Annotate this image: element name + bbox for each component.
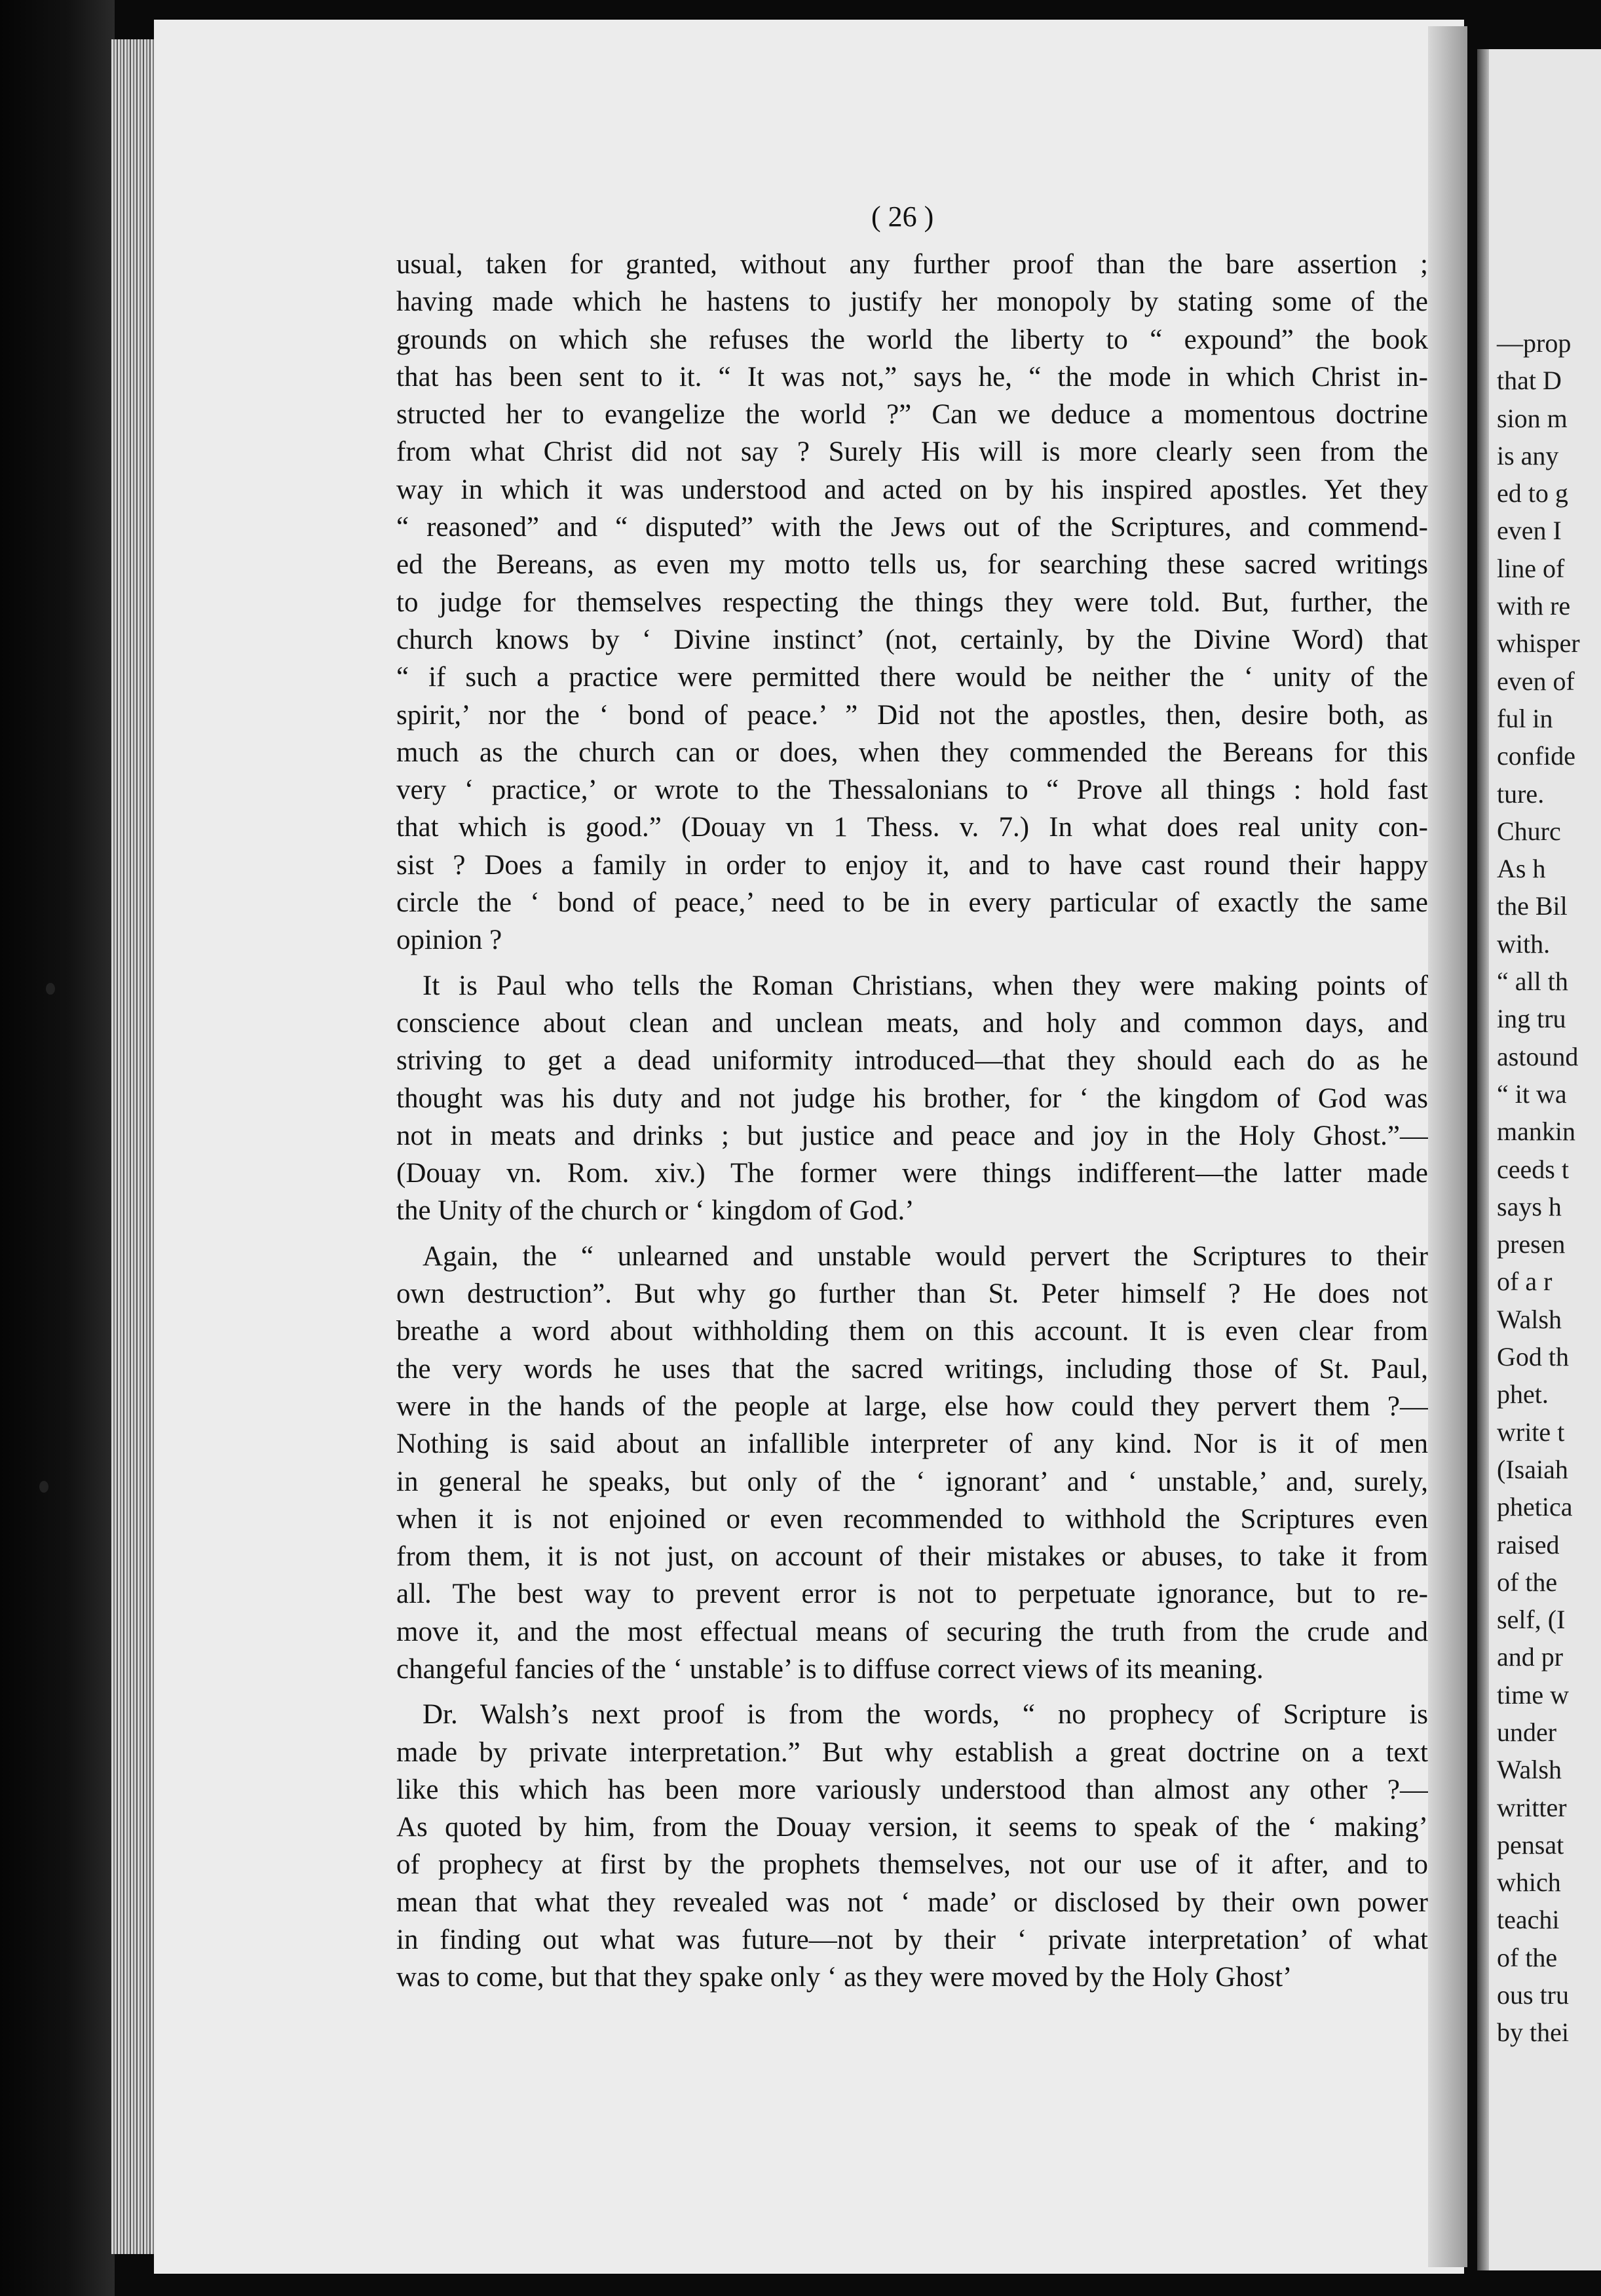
text-line: all. The best way to prevent error is not to perpetuate ignorance, but to re- [396,1578,1428,1610]
adjacent-text-line: confide [1497,741,1575,771]
page-number: ( 26 ) [871,201,934,233]
adjacent-text-line: ous tru [1497,1980,1569,2010]
adjacent-page-text [1497,324,1580,2052]
adjacent-text-line: which [1497,1867,1561,1898]
adjacent-text-line: As h [1497,854,1546,884]
adjacent-text-line: ture. [1497,778,1545,809]
adjacent-text-line: whisper [1497,628,1580,659]
adjacent-text-line: time w [1497,1679,1569,1710]
adjacent-text-line: line of [1497,553,1565,583]
adjacent-text-line: Churc [1497,816,1561,846]
adjacent-text-line: phet. [1497,1379,1549,1409]
adjacent-page [1477,49,1601,2270]
adjacent-text-line: self, (I [1497,1605,1566,1635]
margin-speck [46,983,55,995]
adjacent-text-line: (Isaiah [1497,1454,1568,1484]
page-edges [111,39,157,2254]
text-line: spirit,’ nor the ‘ bond of peace.’ ” Did not the apostles, then, desire both, as [396,699,1428,731]
text-line: conscience about clean and unclean meats, and holy and common days, and [396,1007,1428,1039]
text-line: mean that what they revealed was not ‘ made’ or disclosed by their own power [396,1886,1428,1918]
text-line: when it is not enjoined or even recommended to withhold the Scriptures even [396,1503,1428,1535]
adjacent-text-line: by thei [1497,2018,1569,2048]
adjacent-text-line: of the [1497,1942,1558,1972]
adjacent-text-line: phetica [1497,1492,1573,1522]
margin-speck [39,1481,48,1493]
text-line: move it, and the most effectual means of securing the truth from the crude and [396,1616,1428,1647]
adjacent-text-line: presen [1497,1229,1566,1259]
book-binding [0,0,115,2296]
adjacent-text-line: even of [1497,666,1575,696]
adjacent-text-line: ful in [1497,703,1553,733]
adjacent-text-line: is any [1497,440,1559,470]
adjacent-text-line: ing tru [1497,1004,1566,1034]
adjacent-text-line: —prop [1497,328,1572,358]
adjacent-text-line: even I [1497,516,1562,546]
text-line: As quoted by him, from the Douay version, it seems to speak of the ‘ making’ [396,1812,1428,1843]
text-line: Nothing is said about an infallible interpreter of any kind. Nor is it of men [396,1428,1428,1460]
adjacent-text-line: “ it wa [1497,1079,1567,1109]
text-line: of prophecy at first by the prophets themselves, not our use of it after, and to [396,1849,1428,1881]
text-line: that which is good.” (Douay vn 1 Thess. v. 7.) In what does real unity con- [396,812,1428,843]
text-line: own destruction”. But why go further than St. Peter himself ? He does not [396,1278,1428,1310]
adjacent-text-line: writter [1497,1792,1567,1822]
text-line: ed the Bereans, as even my motto tells us, for searching these sacred writings [396,549,1428,581]
text-line: to judge for themselves respecting the things they were told. But, further, the [396,586,1428,618]
text-line: Dr. Walsh’s next proof is from the words, “ no prophecy of Scripture is [423,1699,1428,1731]
adjacent-text-line: mankin [1497,1117,1575,1147]
adjacent-text-line: pensat [1497,1829,1564,1860]
text-line: changeful fancies of the ‘ unstable’ is to diffuse correct views of its meaning. [396,1653,1264,1685]
text-line: in general he speaks, but only of the ‘ ignorant’ and ‘ unstable,’ and, surely, [396,1466,1428,1497]
text-line: opinion ? [396,925,502,956]
text-line: structed her to evangelize the world ?” Can we deduce a momentous doctrine [396,399,1428,430]
text-line: that has been sent to it. “ It was not,” says he, “ the mode in which Christ in- [396,361,1428,392]
text-line: sist ? Does a family in order to enjoy it, and to have cast round their happy [396,849,1428,881]
text-line: having made which he hastens to justify her monopoly by stating some of the [396,286,1428,318]
adjacent-text-line: raised [1497,1529,1560,1559]
text-line: the very words he uses that the sacred writings, including those of St. Paul, [396,1353,1428,1385]
adjacent-text-line: of the [1497,1567,1558,1597]
text-line: not in meats and drinks ; but justice and peace and joy in the Holy Ghost.”— [396,1120,1428,1151]
text-line: church knows by ‘ Divine instinct’ (not, certainly, by the Divine Word) that [396,624,1428,655]
page-gutter-shadow [1428,26,1467,2267]
adjacent-text-line: God th [1497,1342,1569,1372]
adjacent-text-line: the Bil [1497,891,1568,921]
text-line: “ if such a practice were permitted there would be neither the ‘ unity of the [396,662,1428,693]
text-line: in finding out what was future—not by their ‘ private interpretation’ of what [396,1924,1428,1956]
text-line: was to come, but that they spake only ‘ as they were moved by the Holy Ghost’ [396,1962,1292,1993]
text-line: “ reasoned” and “ disputed” with the Jews out of the Scriptures, and commend- [396,512,1428,543]
text-line: much as the church can or does, when they commended the Bereans for this [396,737,1428,768]
text-line: from what Christ did not say ? Surely His will is more clearly seen from the [396,436,1428,468]
text-line: usual, taken for granted, without any further proof than the bare assertion ; [396,249,1428,280]
text-line: thought was his duty and not judge his brother, for ‘ the kingdom of God was [396,1082,1428,1114]
text-line: breathe a word about withholding them on this account. It is even clear from [396,1316,1428,1347]
adjacent-text-line: astound [1497,1041,1579,1071]
text-line: circle the ‘ bond of peace,’ need to be in every particular of exactly the same [396,887,1428,919]
adjacent-text-line: Walsh [1497,1304,1562,1334]
adjacent-text-line: “ all th [1497,966,1568,997]
adjacent-text-line: sion m [1497,403,1568,433]
adjacent-text-line: Walsh [1497,1755,1562,1785]
text-line: were in the hands of the people at large, else how could they pervert them ?— [396,1390,1428,1422]
adjacent-text-line: write t [1497,1417,1565,1447]
adjacent-text-line: teachi [1497,1905,1560,1935]
paragraph-gap [396,1688,1428,1696]
text-line: striving to get a dead uniformity introduced—that they should each do as he [396,1045,1428,1077]
adjacent-text-line: ceeds t [1497,1154,1569,1184]
adjacent-text-line: of a r [1497,1267,1553,1297]
text-line: like this which has been more variously understood than almost any other ?— [396,1774,1428,1805]
paragraph-gap [396,959,1428,967]
adjacent-text-line: that D [1497,366,1562,396]
text-line: way in which it was understood and acted on by his inspired apostles. Yet they [396,474,1428,505]
text-line: (Douay vn. Rom. xiv.) The former were things indifferent—the latter made [396,1158,1428,1189]
adjacent-page-gutter [1477,49,1489,2270]
adjacent-text-line: ed to g [1497,478,1568,508]
adjacent-text-line: under [1497,1717,1557,1747]
text-line: Again, the “ unlearned and unstable would pervert the Scriptures to their [423,1240,1428,1272]
text-line: the Unity of the church or ‘ kingdom of God.’ [396,1195,914,1227]
paragraph-gap [396,1230,1428,1238]
text-line: grounds on which she refuses the world the liberty to “ expound” the book [396,324,1428,355]
text-line: It is Paul who tells the Roman Christians, when they were making points of [423,970,1428,1001]
adjacent-text-line: says h [1497,1191,1562,1221]
adjacent-text-line: and pr [1497,1642,1564,1672]
text-line: from them, it is not just, on account of their mistakes or abuses, to take it from [396,1541,1428,1573]
adjacent-text-line: with. [1497,928,1551,959]
body-text [396,246,1428,1997]
text-line: made by private interpretation.” But why establish a great doctrine on a text [396,1736,1428,1768]
text-line: very ‘ practice,’ or wrote to the Thessalonians to “ Prove all things : hold fast [396,775,1428,806]
adjacent-text-line: with re [1497,591,1571,621]
